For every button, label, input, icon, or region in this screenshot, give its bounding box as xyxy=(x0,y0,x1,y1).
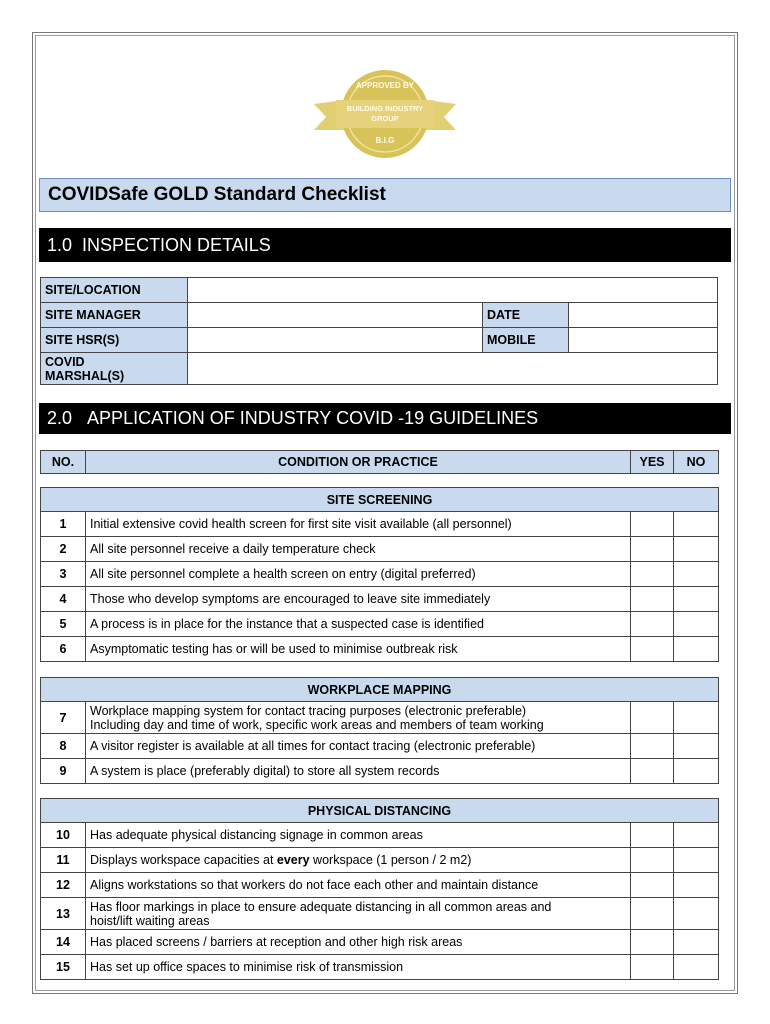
yes-cell[interactable] xyxy=(631,759,674,784)
category-workplace-mapping: WORKPLACE MAPPING xyxy=(41,678,719,702)
yes-cell[interactable] xyxy=(631,512,674,537)
category-site-screening: SITE SCREENING xyxy=(41,488,719,512)
covid-marshal-field[interactable] xyxy=(188,353,718,385)
table-row: 3 All site personnel complete a health screen on entry (digital preferred) xyxy=(41,562,719,587)
site-manager-label: SITE MANAGER xyxy=(41,303,188,328)
table-row: 8 A visitor register is available at all times for contact tracing (electronic preferable) xyxy=(41,734,719,759)
section-1-header xyxy=(39,228,731,262)
yes-cell[interactable] xyxy=(631,873,674,898)
column-yes: YES xyxy=(631,451,674,474)
mobile-label: MOBILE xyxy=(483,328,569,353)
yes-cell[interactable] xyxy=(631,537,674,562)
site-hsr-label: SITE HSR(S) xyxy=(41,328,188,353)
table-row: 9 A system is place (preferably digital) to store all system records xyxy=(41,759,719,784)
table-row: 13 Has floor markings in place to ensure adequate distancing in all common areas and hoist/lift waiting areas xyxy=(41,898,719,930)
no-cell[interactable] xyxy=(674,898,719,930)
yes-cell[interactable] xyxy=(631,823,674,848)
no-cell[interactable] xyxy=(674,823,719,848)
table-row: 12 Aligns workstations so that workers do not face each other and maintain distance xyxy=(41,873,719,898)
no-cell[interactable] xyxy=(674,702,719,734)
no-cell[interactable] xyxy=(674,734,719,759)
site-screening-table xyxy=(40,487,719,662)
no-cell[interactable] xyxy=(674,562,719,587)
site-location-label: SITE/LOCATION xyxy=(41,278,188,303)
table-row: 7 Workplace mapping system for contact tracing purposes (electronic preferable) Including day and time of work, specific work areas and members of team working xyxy=(41,702,719,734)
no-cell[interactable] xyxy=(674,848,719,873)
no-cell[interactable] xyxy=(674,759,719,784)
category-physical-distancing: PHYSICAL DISTANCING xyxy=(41,799,719,823)
site-location-field[interactable] xyxy=(188,278,718,303)
no-cell[interactable] xyxy=(674,873,719,898)
yes-cell[interactable] xyxy=(631,898,674,930)
table-row: 2 All site personnel receive a daily temperature check xyxy=(41,537,719,562)
yes-cell[interactable] xyxy=(631,637,674,662)
date-label: DATE xyxy=(483,303,569,328)
yes-cell[interactable] xyxy=(631,587,674,612)
no-cell[interactable] xyxy=(674,587,719,612)
table-row: 5 A process is in place for the instance that a suspected case is identified xyxy=(41,612,719,637)
no-cell[interactable] xyxy=(674,930,719,955)
column-no-answer: NO xyxy=(674,451,719,474)
section-1-number: 1.0 xyxy=(47,235,73,255)
approval-seal xyxy=(314,70,456,160)
seal-bottom-text: B.I.G xyxy=(375,136,395,145)
yes-cell[interactable] xyxy=(631,734,674,759)
table-row: 4 Those who develop symptoms are encouraged to leave site immediately xyxy=(41,587,719,612)
no-cell[interactable] xyxy=(674,537,719,562)
table-row: 14 Has placed screens / barriers at reception and other high risk areas xyxy=(41,930,719,955)
yes-cell[interactable] xyxy=(631,562,674,587)
no-cell[interactable] xyxy=(674,637,719,662)
workplace-mapping-table xyxy=(40,677,719,784)
no-cell[interactable] xyxy=(674,512,719,537)
inspection-details-table xyxy=(40,277,718,385)
section-2-number: 2.0 xyxy=(47,408,73,428)
table-row: 11 Displays workspace capacities at every workspace (1 person / 2 m2) xyxy=(41,848,719,873)
page-title: COVIDSafe GOLD Standard Checklist xyxy=(39,178,731,212)
section-1-title: INSPECTION DETAILS xyxy=(82,235,271,255)
yes-cell[interactable] xyxy=(631,848,674,873)
site-manager-field[interactable] xyxy=(188,303,483,328)
site-hsr-field[interactable] xyxy=(188,328,483,353)
column-condition: CONDITION OR PRACTICE xyxy=(86,451,631,474)
section-2-header xyxy=(39,403,731,434)
date-field[interactable] xyxy=(569,303,718,328)
physical-distancing-table xyxy=(40,798,719,980)
seal-line1: BUILDING INDUSTRY xyxy=(346,104,424,113)
covid-marshal-label: COVID MARSHAL(S) xyxy=(41,353,188,385)
column-no: NO. xyxy=(41,451,86,474)
no-cell[interactable] xyxy=(674,955,719,980)
checklist-column-headers xyxy=(40,450,719,474)
table-row: 6 Asymptomatic testing has or will be used to minimise outbreak risk xyxy=(41,637,719,662)
table-row: 1 Initial extensive covid health screen for first site visit available (all personnel) xyxy=(41,512,719,537)
yes-cell[interactable] xyxy=(631,930,674,955)
seal-top-text: APPROVED BY xyxy=(355,81,415,90)
mobile-field[interactable] xyxy=(569,328,718,353)
section-2-title: APPLICATION OF INDUSTRY COVID -19 GUIDELINES xyxy=(87,408,539,428)
yes-cell[interactable] xyxy=(631,612,674,637)
no-cell[interactable] xyxy=(674,612,719,637)
table-row: 15 Has set up office spaces to minimise risk of transmission xyxy=(41,955,719,980)
table-row: 10 Has adequate physical distancing signage in common areas xyxy=(41,823,719,848)
seal-line2: GROUP xyxy=(371,114,399,123)
yes-cell[interactable] xyxy=(631,702,674,734)
yes-cell[interactable] xyxy=(631,955,674,980)
